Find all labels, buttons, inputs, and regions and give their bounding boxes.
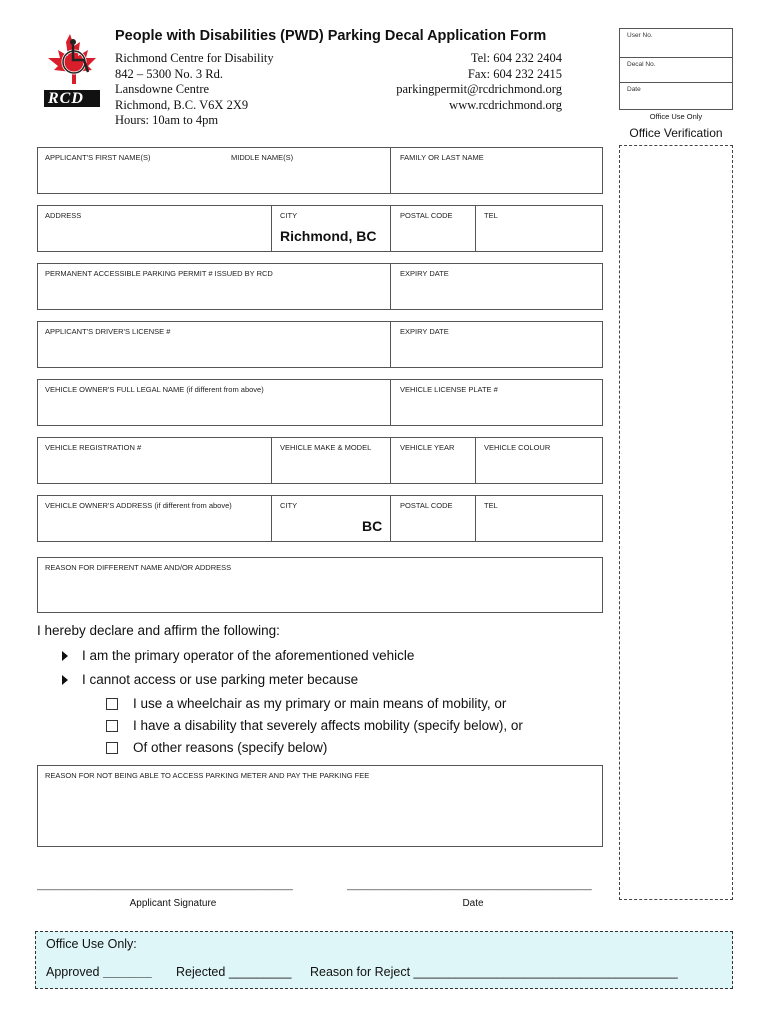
wheelchair-checkbox[interactable] [106, 698, 118, 710]
address-line: Richmond, B.C. V6X 2X9 [115, 97, 249, 112]
approved-field[interactable] [46, 965, 152, 979]
tel-label: TEL [484, 211, 498, 220]
approved-label: Approved [46, 965, 100, 979]
contact-fax: Fax: 604 232 2415 [467, 66, 562, 81]
bullet-icon [62, 675, 68, 685]
meter-reason-box[interactable] [37, 765, 603, 847]
date-line[interactable]: ____________________________________________ [347, 880, 592, 891]
rcd-logo [40, 32, 106, 110]
address-line: Lansdowne Centre [115, 82, 210, 96]
logo-text: RCD [48, 90, 84, 107]
check-label: Of other reasons (specify below) [133, 740, 328, 755]
owner-address-label: VEHICLE OWNER'S ADDRESS (if different from above) [45, 501, 232, 510]
org-contact [396, 51, 562, 113]
reject-reason-label: Reason for Reject [310, 965, 411, 979]
address-line: Richmond Centre for Disability [115, 51, 274, 65]
reject-reason-field[interactable] [310, 965, 678, 979]
address-label: ADDRESS [45, 211, 82, 220]
owner-postal-label: POSTAL CODE [400, 501, 453, 510]
office-field-decal-no[interactable] [619, 57, 733, 83]
office-verification-box[interactable] [619, 145, 733, 900]
reason-row[interactable] [37, 557, 603, 613]
declaration-bullet: I am the primary operator of the aforementioned vehicle [82, 648, 415, 663]
colour-label: VEHICLE COLOUR [484, 443, 551, 452]
owner-name-row [37, 379, 603, 426]
first-name-label: APPLICANT'S FIRST NAME(S) [45, 153, 151, 162]
org-address [115, 51, 274, 129]
approved-line: _______ [103, 965, 152, 979]
contact-email[interactable]: parkingpermit@rcdrichmond.org [396, 82, 562, 96]
owner-tel-label: TEL [484, 501, 498, 510]
rejected-label: Rejected [176, 965, 226, 979]
office-field-date[interactable] [619, 82, 733, 110]
permit-row [37, 263, 603, 310]
family-name-label: FAMILY OR LAST NAME [400, 153, 484, 162]
office-field-label: User No. [627, 32, 653, 39]
city-label: CITY [280, 211, 298, 220]
owner-city-value: BC [362, 518, 383, 534]
contact-tel: Tel: 604 232 2404 [470, 51, 562, 65]
page-title: People with Disabilities (PWD) Parking Decal Application Form [115, 28, 547, 44]
license-row [37, 321, 603, 368]
office-field-label: Decal No. [627, 61, 656, 68]
date-label: Date [462, 898, 484, 909]
address-line: Hours: 10am to 4pm [115, 113, 219, 127]
middle-name-label: MIDDLE NAME(S) [231, 153, 294, 162]
owner-name-label: VEHICLE OWNER'S FULL LEGAL NAME (if different from above) [45, 385, 264, 394]
name-row [37, 147, 603, 194]
declaration-heading: I hereby declare and affirm the following: [37, 623, 280, 638]
vehicle-row [37, 437, 603, 484]
contact-website[interactable]: www.rcdrichmond.org [449, 97, 562, 112]
rejected-field[interactable] [176, 965, 291, 979]
permit-expiry-label: EXPIRY DATE [400, 269, 449, 278]
license-expiry-label: EXPIRY DATE [400, 327, 449, 336]
office-verification-title: Office Verification [629, 126, 723, 140]
address-line: 842 – 5300 No. 3 Rd. [115, 66, 223, 81]
office-field-label: Date [627, 86, 641, 93]
other-reasons-checkbox[interactable] [106, 742, 118, 754]
check-label: I have a disability that severely affects mobility (specify below), or [133, 718, 523, 733]
signature-line[interactable]: ______________________________________________ [37, 880, 293, 891]
address-row [37, 205, 603, 252]
office-use-title: Office Use Only: [46, 937, 137, 951]
city-value: Richmond, BC [280, 228, 377, 244]
year-label: VEHICLE YEAR [400, 443, 455, 452]
office-use-caption: Office Use Only [649, 112, 703, 121]
meter-reason-label: REASON FOR NOT BEING ABLE TO ACCESS PARKING METER AND PAY THE PARKING FEE [45, 771, 370, 780]
reject-reason-line: ______________________________________ [413, 965, 678, 979]
disability-checkbox[interactable] [106, 720, 118, 732]
rejected-line: _________ [228, 965, 292, 979]
reason-label: REASON FOR DIFFERENT NAME AND/OR ADDRESS [45, 563, 232, 572]
check-label: I use a wheelchair as my primary or main means of mobility, or [133, 696, 507, 711]
registration-label: VEHICLE REGISTRATION # [45, 443, 142, 452]
signature-label: Applicant Signature [129, 898, 217, 909]
declaration-bullet: I cannot access or use parking meter because [82, 672, 359, 687]
office-use-box [35, 931, 733, 989]
office-field-user-no[interactable] [619, 28, 733, 58]
bullet-icon [62, 651, 68, 661]
owner-city-label: CITY [280, 501, 298, 510]
plate-label: VEHICLE LICENSE PLATE # [400, 385, 498, 394]
postal-code-label: POSTAL CODE [400, 211, 453, 220]
make-model-label: VEHICLE MAKE & MODEL [280, 443, 372, 452]
permit-label: PERMANENT ACCESSIBLE PARKING PERMIT # ISSUED BY RCD [45, 269, 273, 278]
owner-address-row [37, 495, 603, 542]
license-label: APPLICANT'S DRIVER'S LICENSE # [45, 327, 171, 336]
